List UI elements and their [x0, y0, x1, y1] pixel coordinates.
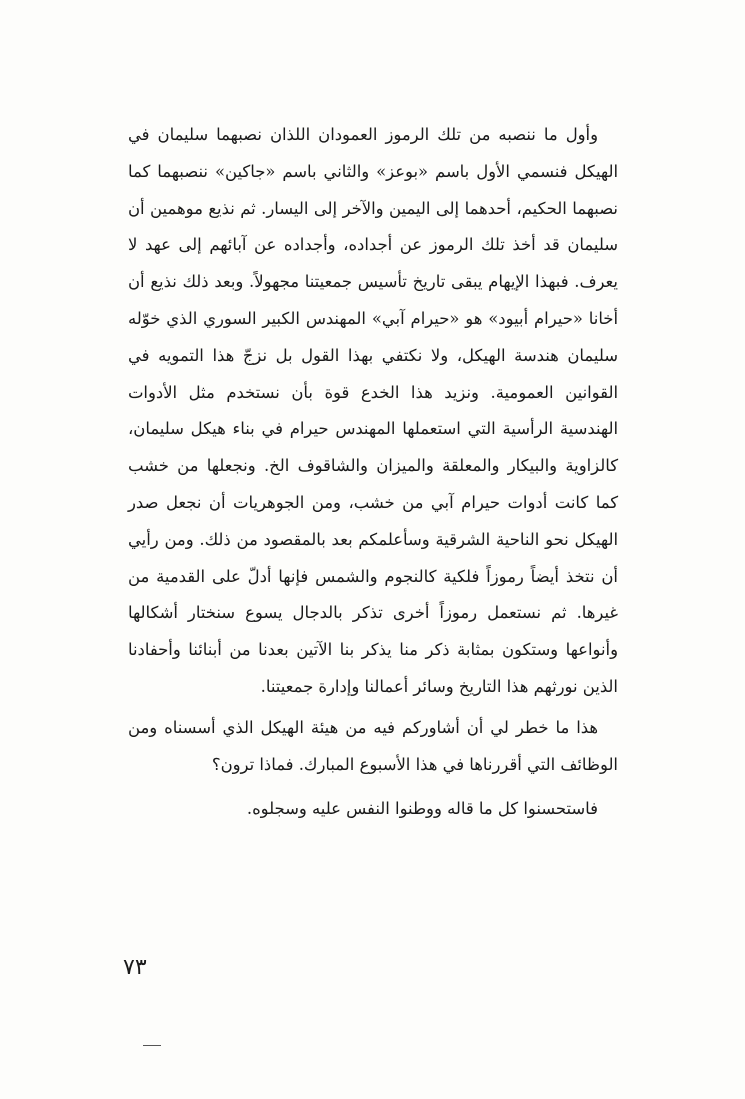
- page-number: ٧٣: [123, 955, 147, 980]
- paragraph-3: فاستحسنوا كل ما قاله ووطنوا النفس عليه وسجلوه.: [246, 799, 598, 819]
- body-text: [128, 117, 618, 828]
- printer-mark: [143, 1045, 161, 1046]
- paragraph-2: هذا ما خطر لي أن أشاوركم فيه من هيئة الهيكل الذي أسسناه ومن الوظائف التي أقررناها في هذا الأسبوع المبارك. فماذا ترون؟: [128, 717, 618, 774]
- paragraph-1: وأول ما ننصبه من تلك الرموز العمودان اللذان نصبهما سليمان في الهيكل فنسمي الأول باسم «بوعز» والثاني باسم «جاكين» ننصبهما كما نصبهما الحكيم، أحدهما إلى اليمين والآخر إلى اليسار. ثم نذيع موهمين أن سليمان قد أخذ تلك الرموز عن أجداده، وأجداده عن آبائهم إلى عهد لا يعرف. فبهذا الإيهام يبقى تاريخ تأسيس جمعيتنا مجهولاً. وبعد ذلك نذيع أن أخانا «حيرام أبيود» هو «حيرام آبي» المهندس الكبير السوري الذي خوّله سليمان هندسة الهيكل، ولا نكتفي بهذا القول بل نزجّ هذا التمويه في القوانين العمومية. ونزيد هذا الخدع قوة بأن نستخدم مثل الأدوات الهندسية الرأسية التي استعملها المهندس حيرام في بناء هيكل سليمان، كالزاوية والبيكار والمعلقة والميزان والشاقوف الخ. ونجعلها من خشب كما كانت أدوات حيرام آبي من خشب، ومن الجوهريات أن نجعل صدر الهيكل نحو الناحية الشرقية وسأعلمكم بعد بالمقصود من ذلك. ومن رأيي أن نتخذ أيضاً رموزاً فلكية كالنجوم والشمس فإنها أدلّ على القدمية من غيرها. ثم نستعمل رموزاً أخرى تذكر بالدجال يسوع سنختار أشكالها وأنواعها وستكون بمثابة ذكر منا يذكر بنا الآتين بعدنا من أبنائنا وأحفادنا الذين نورثهم هذا التاريخ وسائر أعمالنا وإدارة جمعيتنا.: [128, 125, 618, 696]
